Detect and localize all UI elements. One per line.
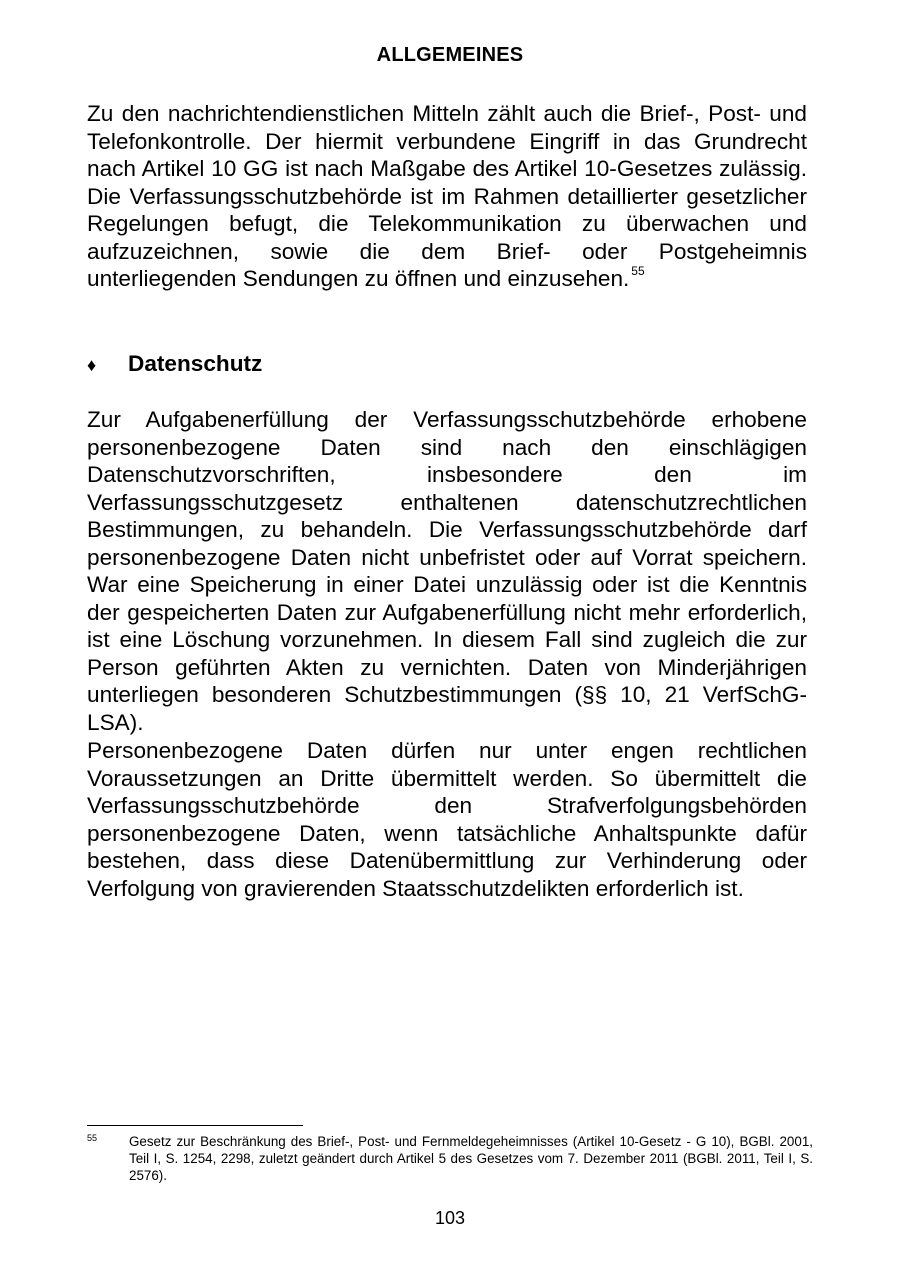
paragraph-text: Zu den nachrichtendienstlichen Mitteln zählt auch die Brief-, Post- und Telefonkontrolle. Der hiermit verbundene Eingriff in das Grundrecht nach Artikel 10 GG ist nach Maßgabe des Artikel 10-Gesetzes zulässig. Die Verfassungsschutzbehörde ist im Rahmen detaillierter gesetzlicher Regelungen befugt, die Telekommunikation zu überwachen und aufzuzeichnen, sowie die dem Brief- oder Postgeheimnis unterliegenden Sendungen zu öffnen und einzusehen. — [87, 101, 807, 291]
section-heading-datenschutz — [87, 350, 262, 379]
footnote-reference[interactable]: 55 — [631, 264, 645, 278]
paragraph-data-protection: Zur Aufgabenerfüllung der Verfassungsschutzbehörde erhobene personenbezogene Daten sind nach den einschlägigen Datenschutzvorschriften, insbesondere den im Verfassungsschutzgesetz enthaltenen datenschutzrechtlichen Bestimmungen, zu behandeln. Die Verfassungsschutzbehörde darf personenbezogene Daten nicht unbefristet oder auf Vorrat speichern. War eine Speicherung in einer Datei unzulässig oder ist die Kenntnis der gespeicherten Daten zur Aufgabenerfüllung nicht mehr erforderlich, ist eine Löschung vorzunehmen. In diesem Fall sind zugleich die zur Person geführten Akten zu vernichten. Daten von Minderjährigen unterliegen besonderen Schutzbestimmungen (§§ 10, 21 VerfSchG-LSA). — [87, 407, 807, 735]
page-number: 103 — [434, 1208, 466, 1228]
footnote-divider — [87, 1125, 303, 1126]
paragraph-data-transfer: Personenbezogene Daten dürfen nur unter engen rechtlichen Voraussetzungen an Dritte übermittelt werden. So übermittelt die Verfassungsschutzbehörde den Strafverfolgungsbehörden personenbezogene Daten, wenn tatsächliche Anhaltspunkte dafür bestehen, dass diese Datenübermittlung zur Verhinderung oder Verfolgung von gravierenden Staatsschutzdelikten erforderlich ist. — [87, 738, 807, 901]
footnote-number: 55 — [87, 1133, 98, 1143]
page-header: ALLGEMEINES — [376, 44, 524, 66]
footnote-text: Gesetz zur Beschränkung des Brief-, Post- und Fernmeldegeheimnisses (Artikel 10-Gesetz - G 10), BGBl. 2001, Teil I, S. 1254, 2298, zuletzt geändert durch Artikel 5 des Gesetzes vom 7. Dezember 2011 (BGBl. 2011, Teil I, S. 2576). — [129, 1134, 813, 1183]
paragraph-postal-telecom-control — [87, 100, 807, 293]
diamond-bullet-icon: ♦ — [87, 355, 97, 375]
section-heading-text: Datenschutz — [128, 351, 263, 376]
footnote — [87, 1133, 813, 1184]
